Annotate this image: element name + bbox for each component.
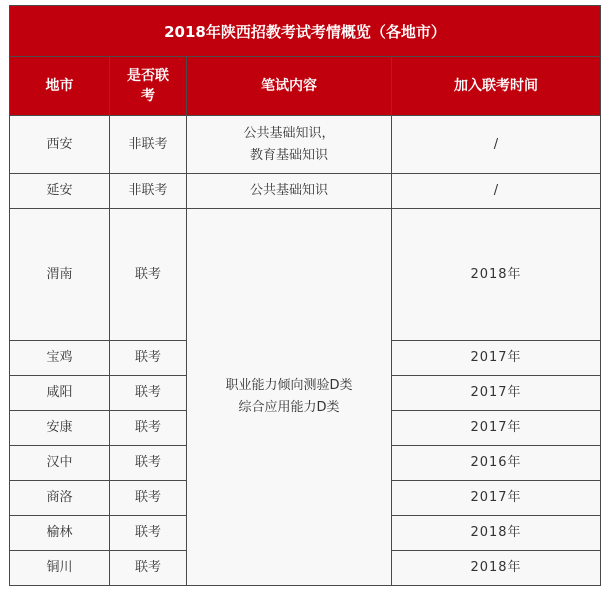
cell-time: 2017年 [392,411,601,446]
cell-region: 安康 [10,411,110,446]
cell-content [187,116,392,174]
cell-joint: 联考 [110,209,187,341]
cell-joint: 联考 [110,481,187,516]
cell-joint: 联考 [110,341,187,376]
header-joint-line2: 考 [141,88,155,104]
header-joint [110,57,187,116]
cell-region: 渭南 [10,209,110,341]
exam-overview-table [9,5,601,586]
header-joint-line1: 是否联 [127,68,169,84]
cell-time: 2017年 [392,341,601,376]
cell-time: 2016年 [392,446,601,481]
cell-content-line2: 教育基础知识 [249,147,328,163]
exam-overview-table-container [9,5,600,586]
cell-joint: 联考 [110,551,187,586]
cell-joint: 联考 [110,411,187,446]
cell-joint: 联考 [110,516,187,551]
cell-time: 2017年 [392,481,601,516]
table-row [10,209,601,341]
cell-region: 榆林 [10,516,110,551]
cell-region: 宝鸡 [10,341,110,376]
cell-content-merged [187,209,392,586]
cell-time: 2018年 [392,551,601,586]
table-row [10,174,601,209]
cell-region: 咸阳 [10,376,110,411]
table-row [10,116,601,174]
cell-region: 汉中 [10,446,110,481]
cell-time: / [392,116,601,174]
table-title-row [10,6,601,57]
cell-region: 商洛 [10,481,110,516]
table-title: 2018年陕西招教考试考情概览（各地市） [10,6,601,57]
cell-time: / [392,174,601,209]
cell-content: 公共基础知识 [187,174,392,209]
cell-joint: 联考 [110,376,187,411]
header-content: 笔试内容 [187,57,392,116]
header-join-time: 加入联考时间 [392,57,601,116]
cell-time: 2018年 [392,209,601,341]
cell-joint: 非联考 [110,116,187,174]
merged-content-line1: 职业能力倾向测验D类 [225,378,353,393]
cell-time: 2017年 [392,376,601,411]
cell-time: 2018年 [392,516,601,551]
cell-region: 延安 [10,174,110,209]
cell-joint: 联考 [110,446,187,481]
merged-content-line2: 综合应用能力D类 [238,400,340,415]
table-header-row [10,57,601,116]
cell-region: 西安 [10,116,110,174]
cell-content-line1: 公共基础知识， [243,125,335,141]
header-region: 地市 [10,57,110,116]
cell-joint: 非联考 [110,174,187,209]
cell-region: 铜川 [10,551,110,586]
